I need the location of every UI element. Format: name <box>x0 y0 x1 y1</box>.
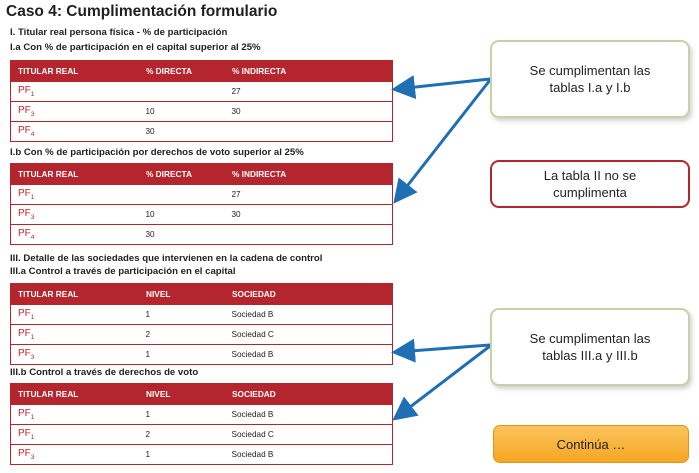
column-header: TITULAR REAL <box>11 164 139 185</box>
titular-cell: $PF_3$ <box>11 345 139 365</box>
column-header: TITULAR REAL <box>11 384 139 405</box>
column-header: SOCIEDAD <box>225 384 393 405</box>
titular-cell: $PF_1$ <box>11 425 139 445</box>
titular-cell: $PF_1$ <box>11 82 139 102</box>
column-header: NIVEL <box>139 384 225 405</box>
arrow-to-table-1b <box>397 80 490 199</box>
column-header: NIVEL <box>139 284 225 305</box>
callout-tables-3: Se cumplimentan las tablas III.a y III.b <box>490 308 690 386</box>
value-cell: 10 <box>139 102 225 122</box>
titular-cell: $PF_3$ <box>11 445 139 465</box>
table-1b-caption: I.b Con % de participación por derechos de voto superior al 25% <box>10 147 304 158</box>
titular-cell: $PF_1$ <box>11 305 139 325</box>
value-cell: 1 <box>139 445 225 465</box>
value-cell: 2 <box>139 325 225 345</box>
value-cell: 27 <box>225 185 393 205</box>
arrow-to-table-1a <box>397 79 490 89</box>
section-3-heading: III. Detalle de las sociedades que intervienen en la cadena de control <box>10 253 323 264</box>
value-cell: 30 <box>139 225 225 245</box>
table-3b-caption: III.b Control a través de derechos de voto <box>10 367 199 378</box>
column-header: SOCIEDAD <box>225 284 393 305</box>
table-1a-caption: I.a Con % de participación en el capital superior al 25% <box>10 42 261 53</box>
titular-cell: $PF_4$ <box>11 122 139 142</box>
value-cell: 1 <box>139 345 225 365</box>
value-cell: 30 <box>225 205 393 225</box>
column-header: % DIRECTA <box>139 164 225 185</box>
arrow-to-table-3b <box>397 346 490 417</box>
value-cell: Sociedad C <box>225 425 393 445</box>
value-cell: 1 <box>139 305 225 325</box>
value-cell: Sociedad B <box>225 345 393 365</box>
column-header: % INDIRECTA <box>225 61 393 82</box>
titular-cell: $PF_1$ <box>11 325 139 345</box>
value-cell: 1 <box>139 405 225 425</box>
section-1-heading: I. Titular real persona física - % de participación <box>10 27 228 38</box>
callout-table-2: La tabla II no se cumplimenta <box>490 160 690 208</box>
continue-button[interactable]: Continúa … <box>493 425 689 463</box>
value-cell: 10 <box>139 205 225 225</box>
column-header: TITULAR REAL <box>11 284 139 305</box>
table-3a-caption: III.a Control a través de participación en el capital <box>10 266 236 277</box>
value-cell: 30 <box>225 102 393 122</box>
value-cell: Sociedad B <box>225 445 393 465</box>
page-title: Caso 4: Cumplimentación formulario <box>6 3 278 20</box>
column-header: % DIRECTA <box>139 61 225 82</box>
titular-cell: $PF_3$ <box>11 102 139 122</box>
value-cell: 27 <box>225 82 393 102</box>
arrow-to-table-3a <box>397 345 490 352</box>
titular-cell: $PF_1$ <box>11 405 139 425</box>
value-cell: 2 <box>139 425 225 445</box>
value-cell: Sociedad C <box>225 325 393 345</box>
column-header: TITULAR REAL <box>11 61 139 82</box>
column-header: % INDIRECTA <box>225 164 393 185</box>
value-cell: Sociedad B <box>225 305 393 325</box>
titular-cell: $PF_3$ <box>11 205 139 225</box>
value-cell: Sociedad B <box>225 405 393 425</box>
value-cell: 30 <box>139 122 225 142</box>
titular-cell: $PF_4$ <box>11 225 139 245</box>
titular-cell: $PF_1$ <box>11 185 139 205</box>
callout-tables-1: Se cumplimentan las tablas I.a y I.b <box>490 40 690 118</box>
